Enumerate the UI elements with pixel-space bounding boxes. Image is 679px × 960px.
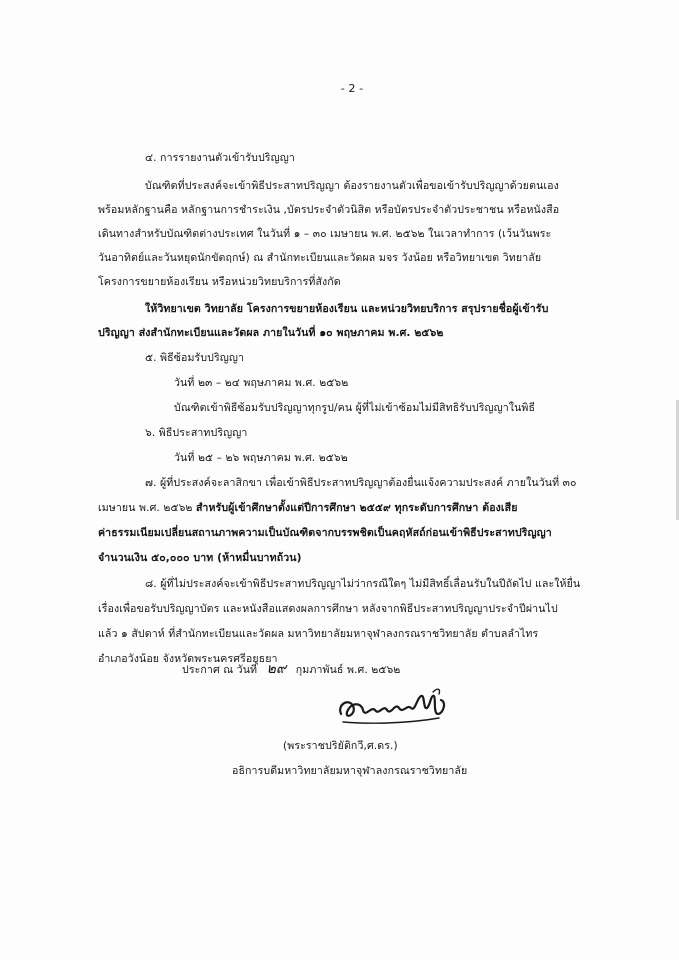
announcement-date	[182, 661, 400, 679]
section-4-line: พร้อมหลักฐานคือ หลักฐานการชำระเงิน ,บัตรประจำตัวนิสิต หรือบัตรประจำตัวประชาชน หรือหนังสือ	[98, 204, 560, 216]
signatory-title: อธิการบดีมหาวิทยาลัยมหาจุฬาลงกรณราชวิทยาลัย	[232, 765, 468, 777]
section-6-date: วันที่ ๒๕ – ๒๖ พฤษภาคม พ.ศ. ๒๕๖๒	[174, 452, 348, 464]
page-number: - 2 -	[340, 82, 364, 95]
section-5-note: บัณฑิตเข้าพิธีซ้อมรับปริญญาทุกรูป/คน ผู้ที่ไม่เข้าซ้อมไม่มีสิทธิรับปริญญาในพิธี	[174, 402, 536, 414]
section-4-bold-line: ให้วิทยาเขต วิทยาลัย โครงการขยายห้องเรียน และหน่วยวิทยบริการ สรุปรายชื่อผู้เข้ารับ	[145, 303, 549, 315]
signatory-name: (พระราชปริยัติกวี,ศ.ดร.)	[283, 740, 398, 752]
section-8-line: แล้ว ๑ สัปดาห์ ที่สำนักทะเบียนและวัดผล มหาวิทยาลัยมหาจุฬาลงกรณราชวิทยาลัย ตำบลลำไทร	[98, 628, 539, 640]
section-6-heading: ๖. พิธีประสาทปริญญา	[145, 427, 248, 439]
announcement-month-year: กุมภาพันธ์ พ.ศ. ๒๕๖๒	[295, 664, 401, 676]
section-4-heading: ๔. การรายงานตัวเข้ารับปริญญา	[145, 152, 295, 164]
section-8-line: ๘. ผู้ที่ไม่ประสงค์จะเข้าพิธีประสาทปริญญาไม่ว่ากรณีใดๆ ไม่มีสิทธิ์เลื่อนรับในปีถัดไป และให้ยื่น	[145, 578, 581, 590]
section-4-line: โครงการขยายห้องเรียน หรือหน่วยวิทยบริการที่สังกัด	[98, 276, 341, 288]
signature-image	[335, 684, 455, 730]
section-5-heading: ๕. พิธีซ้อมรับปริญญา	[145, 352, 245, 364]
section-4-line: บัณฑิตที่ประสงค์จะเข้าพิธีประสาทปริญญา ต้องรายงานตัวเพื่อขอเข้ารับปริญญาด้วยตนเอง	[145, 180, 559, 192]
announcement-day: ๒๙	[266, 661, 287, 677]
section-5-date: วันที่ ๒๓ – ๒๔ พฤษภาคม พ.ศ. ๒๕๖๒	[174, 377, 349, 389]
section-7-line	[98, 500, 518, 517]
section-4-line: เดินทางสำหรับบัณฑิตต่างประเทศ ในวันที่ ๑ – ๓๐ เมษายน พ.ศ. ๒๕๖๒ ในเวลาทำการ (เว้นวันพระ	[98, 228, 552, 240]
announcement-prefix: ประกาศ ณ วันที่	[182, 664, 258, 676]
section-7-bold-text: สำหรับผู้เข้าศึกษาตั้งแต่ปีการศึกษา ๒๕๕๙ ทุกระดับการศึกษา ต้องเสีย	[195, 502, 518, 514]
section-4-bold-line: ปริญญา ส่งสำนักทะเบียนและวัดผล ภายในวันที่ ๑๐ พฤษภาคม พ.ศ. ๒๕๖๒	[98, 327, 444, 339]
section-7-bold-line: จำนวนเงิน ๕๐,๐๐๐ บาท (ห้าหมื่นบาทถ้วน)	[98, 552, 302, 564]
section-8-line: อำเภอวังน้อย จังหวัดพระนครศรีอยุธยา	[98, 653, 278, 665]
section-8-line: เรื่องเพื่อขอรับปริญญาบัตร และหนังสือแสดงผลการศึกษา หลังจากพิธีประสาทปริญญาประจำปีผ่านไป	[98, 603, 558, 615]
section-7-line: ๗. ผู้ที่ประสงค์จะลาสิกขา เพื่อเข้าพิธีประสาทปริญญาต้องยื่นแจ้งความประสงค์ ภายในวันที่ ๓๐	[145, 477, 577, 489]
section-7-date-text: เมษายน พ.ศ. ๒๕๖๒	[98, 502, 196, 514]
section-7-bold-line: ค่าธรรมเนียมเปลี่ยนสถานภาพความเป็นบัณฑิตจากบรรพชิตเป็นคฤหัสถ์ก่อนเข้าพิธีประสาทปริญญา	[98, 527, 552, 539]
section-4-line: วันอาทิตย์และวันหยุดนักขัตฤกษ์) ณ สำนักทะเบียนและวัดผล มจร วังน้อย หรือวิทยาเขต วิทยาลัย	[98, 252, 542, 264]
